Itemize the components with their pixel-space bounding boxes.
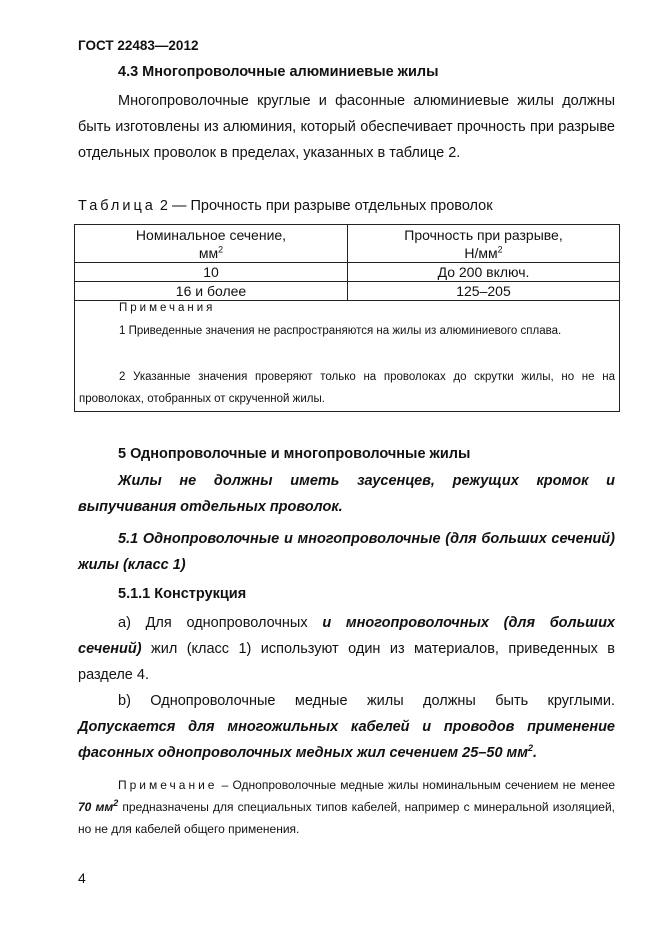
note-2: 2 Указанные значения проверяют только на проволоках до скрутки жилы, но не на проволоках, отобранных от скрученной жилы.: [79, 371, 615, 405]
table-cell-strength: До 200 включ.: [348, 263, 620, 282]
section-5-1-1-title: 5.1.1 Конструкция: [118, 586, 247, 602]
item-b-paragraph: b) Однопроволочные медные жилы должны быть круглыми. Допускается для многожильных кабелей и проводов применение фасонных однопроволочных медных жил сечением 25–50 $мм^2$.: [78, 693, 615, 761]
table-header-row: [75, 225, 620, 263]
section-5-1-title: 5.1 Однопроволочные и многопроволочные (для больших сечений) жилы (класс 1): [78, 531, 615, 573]
table-notes: [74, 298, 620, 412]
section-5-paragraph: Жилы не должны иметь заусенцев, режущих кромок и выпучивания отдельных проволок.: [78, 473, 615, 515]
section-5-title: 5 Однопроволочные и многопроволочные жилы: [118, 446, 471, 462]
table-header-strength: Прочность при разрыве, $Н/мм^2$: [348, 225, 620, 263]
document-header: ГОСТ 22483—2012: [78, 38, 199, 53]
table-cell-strength: 125–205: [348, 282, 620, 301]
table-caption-label: Таблица: [78, 198, 156, 214]
note-1: 1 Приведенные значения не распространяются на жилы из алюминиевого сплава.: [119, 325, 562, 337]
notes-title: Примечания: [119, 302, 216, 314]
section-4-3-paragraph: Многопроволочные круглые и фасонные алюминиевые жилы должны быть изготовлены из алюминия, который обеспечивает прочность при разрыве отдельных проволок в пределах, указанных в таблице 2.: [78, 93, 615, 161]
section-4-3-title: 4.3 Многопроволочные алюминиевые жилы: [118, 64, 439, 80]
item-a-paragraph: a) Для однопроволочных и многопроволочных (для больших сечений) жил (класс 1) используют один из материалов, приведенных в разделе 4.: [78, 615, 615, 683]
table-caption: [78, 198, 493, 214]
bottom-note: Примечание – Однопроволочные медные жилы номинальным сечением не менее 70 $мм^2$ предназначены для специальных типов кабелей, например с минеральной изоляцией, но не для кабелей общего применения.: [78, 778, 615, 836]
table-caption-text: 2 — Прочность при разрыве отдельных проволок: [159, 198, 493, 214]
table-cell-section: 10: [75, 263, 348, 282]
table-header-section: Номинальное сечение, $мм^2$: [75, 225, 348, 263]
page-number: 4: [78, 870, 86, 886]
table-cell-section: 16 и более: [75, 282, 348, 301]
strength-table: [74, 224, 620, 301]
table-row: [75, 263, 620, 282]
